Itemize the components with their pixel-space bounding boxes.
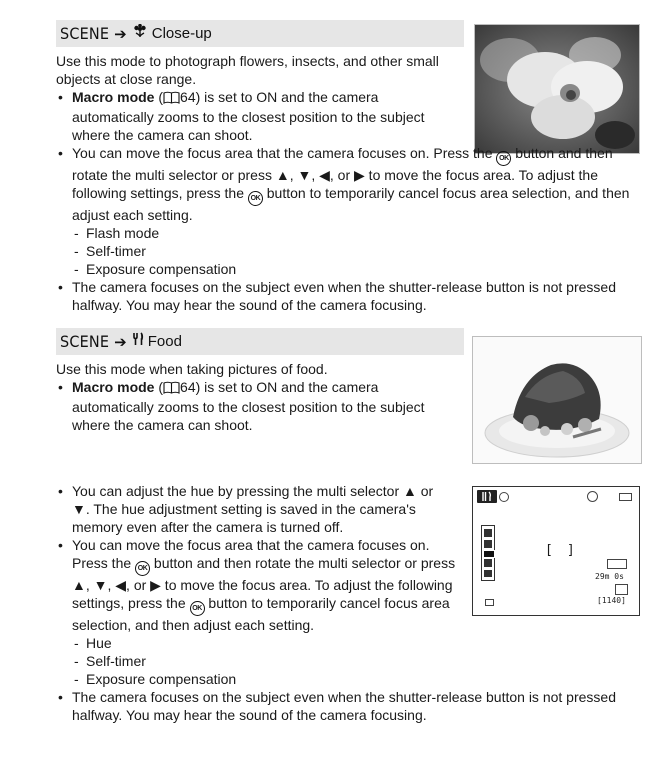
macro-desc: ) is set to ON and the camera automatically zooms to the closest position to the subject where the camera can shoot.	[72, 89, 425, 143]
list-item	[56, 88, 452, 144]
food-photo	[472, 336, 642, 464]
focus-text-2: button and then rotate the multi selector or press ▲, ▼, ◀, or ▶ to move the focus area. To adjust the following settings, press the	[72, 555, 456, 611]
ok-button-icon: OK	[496, 151, 511, 166]
setting-item: - Self-timer	[72, 242, 640, 260]
ok-button-icon: OK	[248, 191, 263, 206]
closeup-intro: Use this mode to photograph flowers, insects, and other small objects at close range.	[56, 53, 439, 87]
exposure-counter: [1140]	[597, 596, 626, 605]
macro-mode-label: Macro mode	[72, 89, 155, 105]
focus-text-1: You can move the focus area that the camera focuses on. Press the	[72, 537, 430, 571]
macro-desc: ) is set to ON and the camera automatically zooms to the closest position to the subject where the camera can shoot.	[72, 379, 425, 433]
closeup-section	[56, 20, 640, 313]
list-item	[56, 536, 462, 688]
setting-item: - Hue	[72, 634, 462, 652]
setting-item: - Exposure compensation	[72, 670, 462, 688]
ref-open: (	[154, 89, 164, 105]
ok-button-icon: OK	[190, 601, 205, 616]
list-item: • The camera focuses on the subject even when the shutter-release button is not pressed halfway. You may hear the sound of the camera focusing.	[56, 278, 640, 314]
focus-text-1: You can move the focus area that the camera focuses on. Press the	[72, 145, 497, 161]
list-item: • You can adjust the hue by pressing the multi selector ▲ or ▼. The hue adjustment setting is saved in the camera's memory even after the camera is turned off.	[56, 482, 452, 536]
focus-bracket-icon: []	[545, 543, 589, 558]
focus-text-3: button to temporarily cancel focus area selection, and then adjust each setting.	[72, 595, 450, 633]
setting-item: - Flash mode	[72, 224, 640, 242]
book-icon	[163, 380, 180, 398]
food-section	[56, 328, 640, 728]
list-item	[56, 378, 452, 434]
closeup-body	[56, 52, 640, 314]
arrow-icon: ➔	[114, 25, 127, 43]
flower-icon	[132, 24, 148, 43]
food-intro: Use this mode when taking pictures of food.	[56, 361, 328, 377]
closeup-title: Close-up	[151, 25, 212, 42]
list-item	[56, 144, 640, 278]
focus-text-2: button and then rotate the multi selector or press ▲, ▼, ◀, or ▶ to move the focus area. To adjust the following settings, press the	[72, 145, 613, 201]
list-item: • The camera focuses on the subject even when the shutter-release button is not pressed halfway. You may hear the sound of the camera focusing.	[56, 688, 640, 724]
macro-mode-label: Macro mode	[72, 379, 155, 395]
scene-label: SCENE	[60, 24, 110, 43]
food-title: Food	[147, 333, 182, 350]
food-body-top	[56, 360, 456, 434]
focus-text-3: button to temporarily cancel focus area selection, and then adjust each setting.	[72, 185, 630, 223]
fork-knife-icon	[132, 332, 144, 351]
ok-button-icon: OK	[135, 561, 150, 576]
setting-item: - Self-timer	[72, 652, 462, 670]
food-body-bottom	[56, 482, 640, 724]
ref-open: (	[154, 379, 164, 395]
page-ref: 64	[180, 379, 196, 395]
remaining-time: 29m 0s	[595, 572, 624, 581]
book-icon	[163, 90, 180, 108]
food-header	[56, 328, 464, 355]
page-ref: 64	[180, 89, 196, 105]
setting-item: - Exposure compensation	[72, 260, 640, 278]
arrow-icon: ➔	[114, 333, 127, 351]
closeup-header	[56, 20, 464, 47]
scene-label: SCENE	[60, 332, 110, 351]
